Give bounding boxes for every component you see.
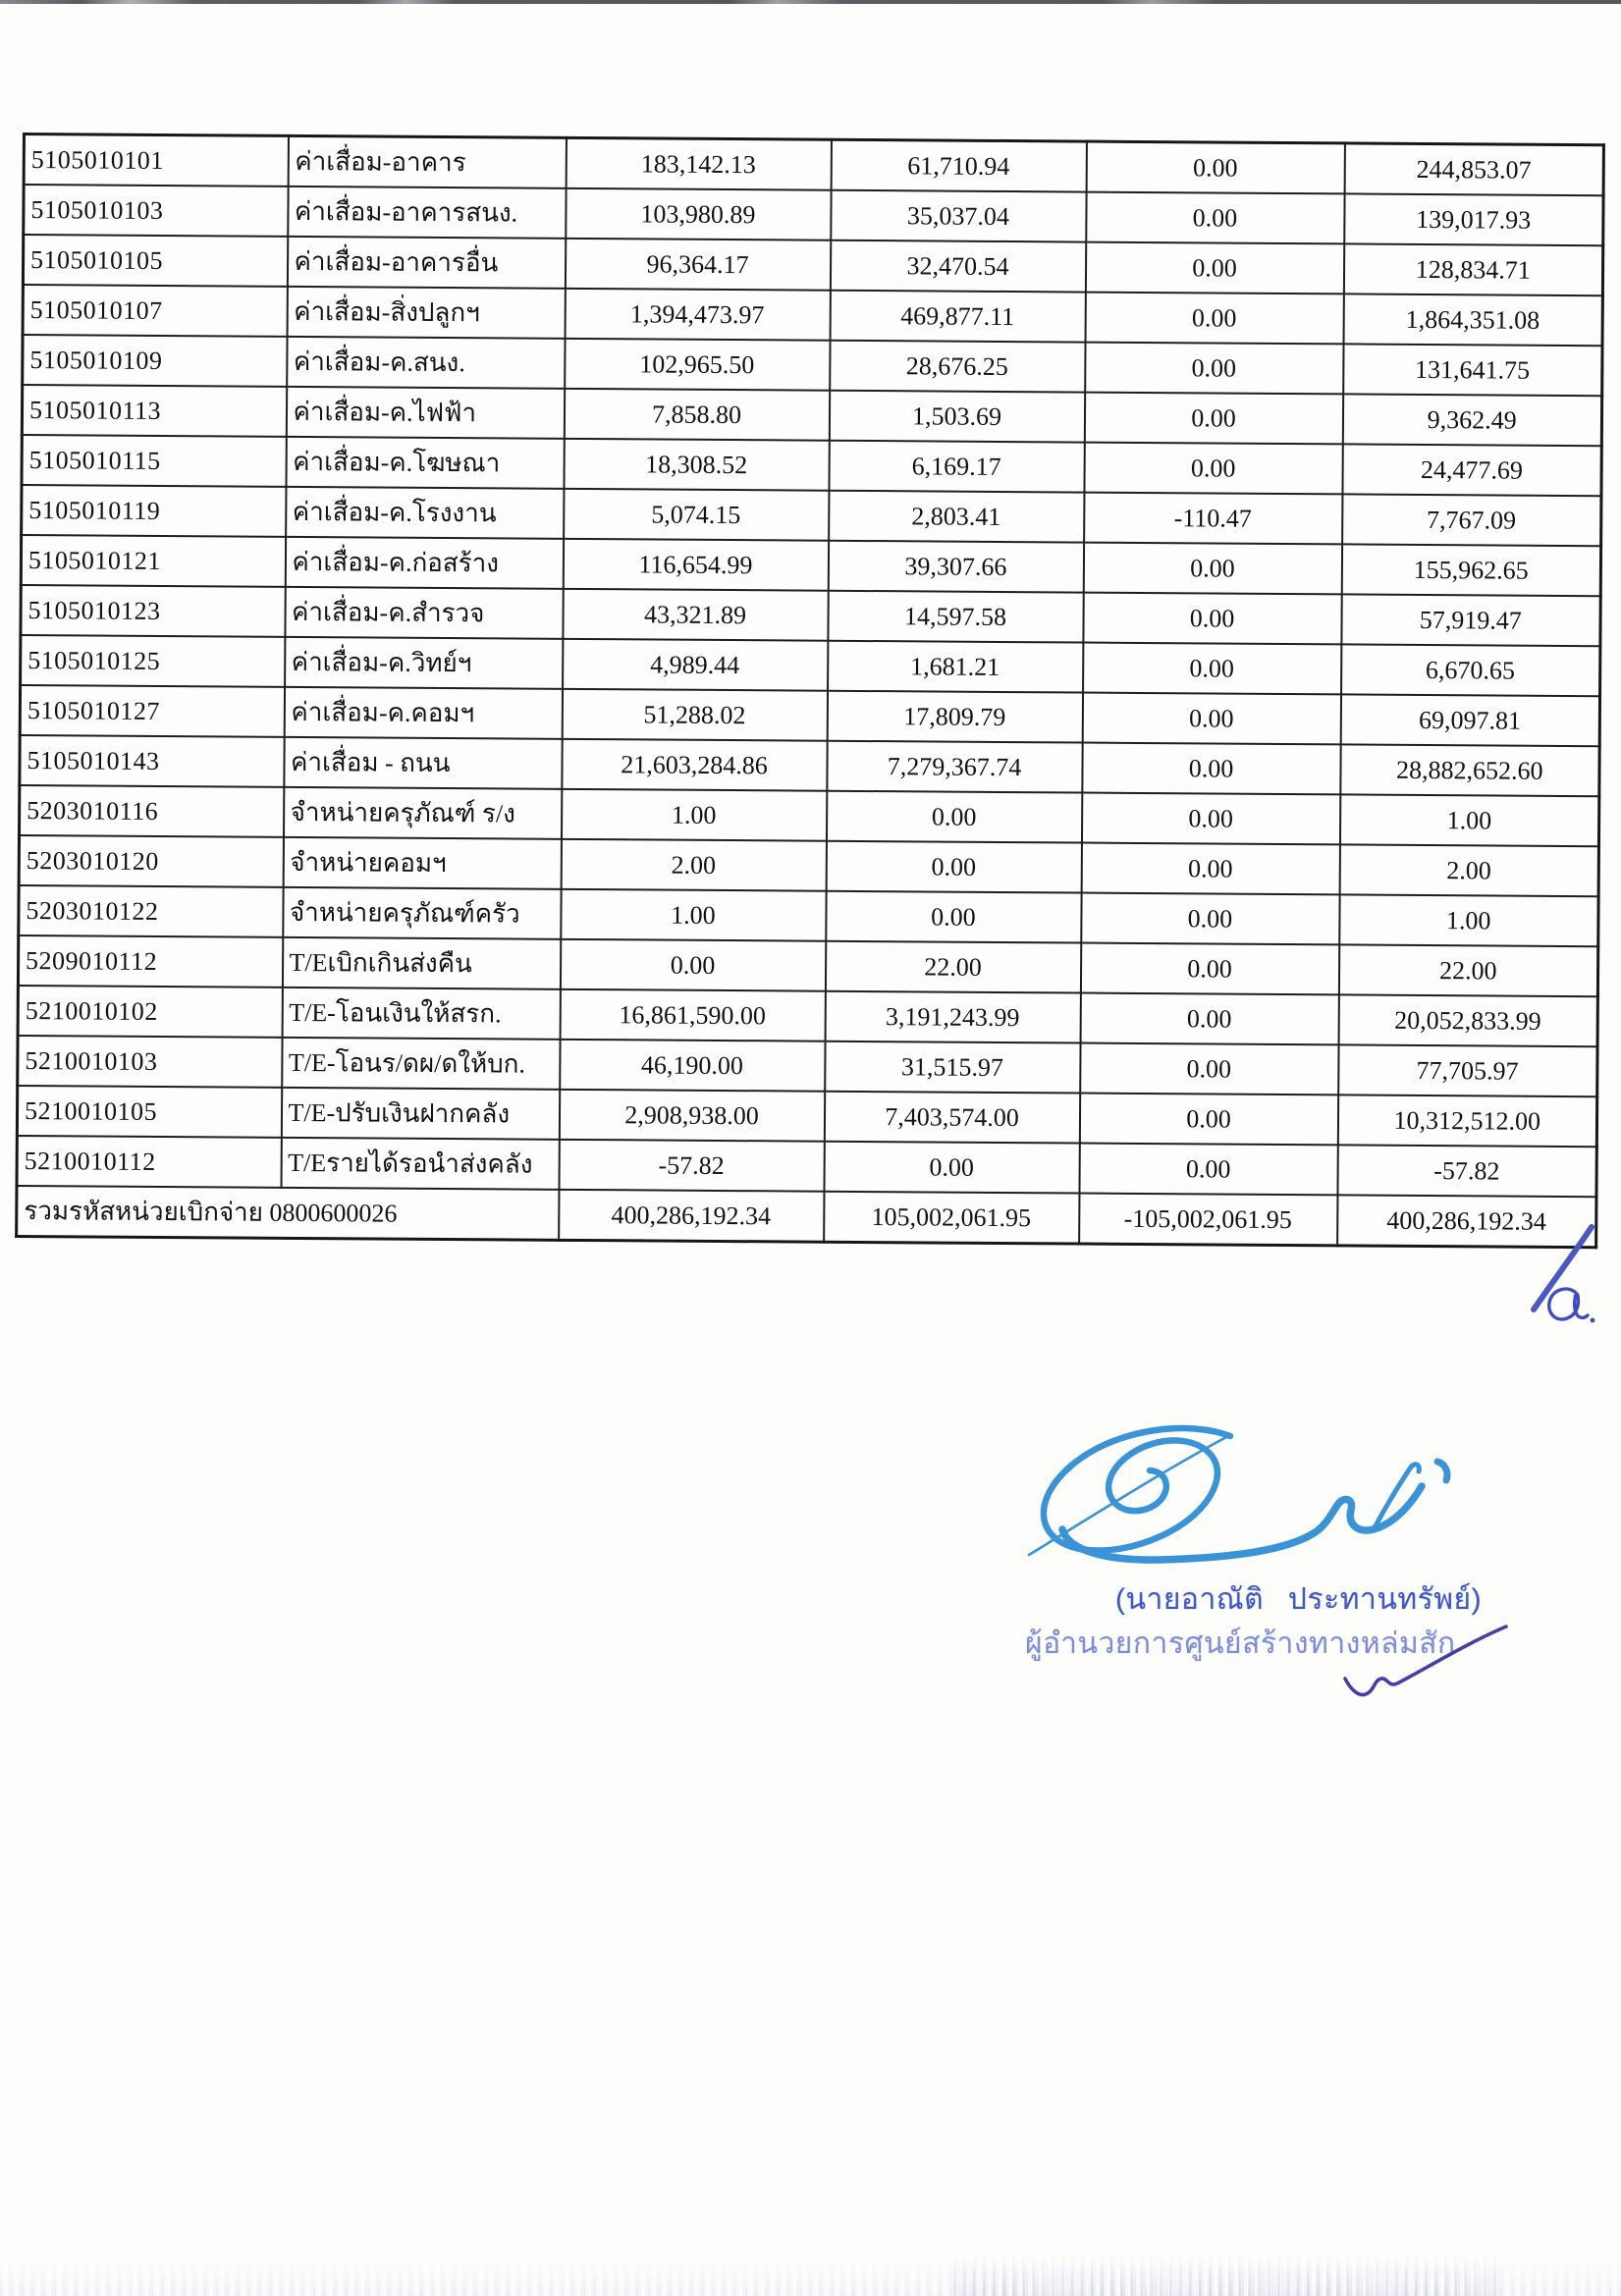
amount-cell: -57.82 [1337,1145,1596,1197]
amount-cell: 0.00 [1086,192,1344,244]
amount-cell: 17,809.79 [827,691,1082,743]
amount-cell: 10,312,512.00 [1337,1095,1596,1147]
account-code-cell: 5105010125 [21,635,285,687]
amount-cell: 7,403,574.00 [824,1092,1079,1144]
account-code-cell: 5209010112 [18,935,282,988]
amount-cell: -110.47 [1084,493,1342,545]
amount-cell: 2,908,938.00 [559,1090,824,1142]
total-label: รวมรหัสหน่วยเบิกจ่าย 0800600026 [17,1186,559,1240]
amount-cell: 7,279,367.74 [827,741,1082,793]
amount-cell: 0.00 [1082,693,1340,745]
account-code-cell: 5210010105 [17,1086,281,1138]
amount-cell: 0.00 [1081,843,1339,895]
amount-cell: 139,017.93 [1344,193,1603,245]
description-cell: T/Eเบิกเกินส่งคืน [282,937,560,989]
account-code-cell: 5105010113 [22,385,286,437]
account-code-cell: 5210010102 [18,986,282,1038]
table-container [15,133,1605,1249]
amount-cell: 1.00 [1339,794,1598,846]
amount-cell: 96,364.17 [565,239,830,291]
amount-cell: 32,470.54 [830,240,1085,293]
signature-ink [1001,1384,1571,1580]
amount-cell: 183,142.13 [566,137,831,189]
description-cell: ค่าเสื่อม-สิ่งปลูกฯ [287,287,565,339]
stamp-signer-name: (นายอาณัติ ประทานทรัพย์) [1115,1583,1483,1616]
amount-cell: 9,362.49 [1342,394,1601,446]
amount-cell: 0.00 [1085,242,1343,294]
amount-cell: 0.00 [826,841,1081,893]
amount-cell: 6,169.17 [829,441,1084,493]
amount-cell: 0.00 [1082,743,1340,795]
description-cell: T/E-โอนเงินให้สรก. [282,988,560,1040]
amount-cell: 155,962.65 [1341,544,1600,596]
amount-cell: 0.00 [1081,893,1339,945]
amount-cell: 244,853.07 [1344,143,1603,195]
account-code-cell: 5105010115 [22,435,286,487]
amount-cell: 69,097.81 [1340,694,1599,746]
description-cell: T/E-ปรับเงินฝากคลัง [281,1088,559,1140]
description-cell: ค่าเสื่อม-อาคารอื่น [287,237,565,289]
account-code-cell: 5105010119 [22,485,286,537]
amount-cell: 103,980.89 [566,188,831,240]
amount-cell: 469,877.11 [830,291,1085,343]
amount-cell: 14,597.58 [828,591,1083,643]
total-amount-cell: 400,286,192.34 [1337,1195,1596,1247]
amount-cell: 0.00 [1083,643,1341,695]
amount-cell: 28,882,652.60 [1340,744,1599,796]
account-code-cell: 5105010127 [20,685,284,737]
scan-artifact-top-edge [0,0,1621,4]
amount-cell: 21,603,284.86 [562,739,827,791]
amount-cell: 1.00 [561,789,826,841]
amount-cell: 0.00 [1080,943,1338,995]
account-code-cell: 5210010112 [17,1136,281,1188]
account-code-cell: 5105010109 [23,335,287,387]
account-code-cell: 5203010120 [19,835,283,887]
amount-cell: 0.00 [826,791,1081,843]
account-code-cell: 5203010116 [20,785,284,837]
amount-cell: 24,477.69 [1342,444,1601,496]
amount-cell: 61,710.94 [831,139,1086,191]
description-cell: T/E-โอนร/ดผ/ดให้บก. [282,1038,560,1090]
amount-cell: 116,654.99 [563,539,828,591]
amount-cell: 131,641.75 [1343,344,1602,396]
description-cell: จำหน่ายคอมฯ [283,837,561,889]
amount-cell: 77,705.97 [1338,1044,1597,1096]
account-code-cell: 5203010122 [19,885,283,937]
amount-cell: 1.00 [1339,894,1598,946]
amount-cell: 3,191,243.99 [825,991,1080,1043]
description-cell: จำหน่ายครุภัณฑ์ ร/ง [283,787,561,839]
total-row [17,1186,1596,1248]
amount-cell: 5,074.15 [564,489,829,541]
amount-cell: 1,394,473.97 [565,289,830,341]
amount-cell: 18,308.52 [564,439,829,491]
description-cell: ค่าเสื่อม-อาคารสนง. [288,187,566,239]
description-cell: จำหน่ายครุภัณฑ์ครัว [283,887,561,939]
amount-cell: 0.00 [1083,543,1341,595]
amount-cell: 0.00 [1083,593,1341,645]
account-code-cell: 5105010107 [23,285,287,337]
scan-artifact-bottom-right [953,2253,1503,2296]
account-code-cell: 5105010123 [21,585,285,637]
amount-cell: 0.00 [824,1142,1079,1194]
amount-cell: 0.00 [826,891,1081,943]
account-code-cell: 5105010143 [20,735,284,787]
amount-cell: 28,676.25 [830,341,1085,393]
amount-cell: 57,919.47 [1341,594,1600,646]
total-amount-cell: 105,002,061.95 [824,1192,1079,1244]
description-cell: ค่าเสื่อม-อาคาร [288,135,566,187]
amount-cell: 7,767.09 [1342,494,1601,546]
pen-check-stroke [1325,1610,1522,1708]
amount-cell: 43,321.89 [563,589,828,641]
account-code-cell: 5105010101 [24,134,288,187]
amount-cell: 1.00 [561,889,826,941]
amount-cell: 4,989.44 [563,639,828,691]
description-cell: ค่าเสื่อม-ค.วิทย์ฯ [285,637,563,689]
account-summary-table [15,133,1605,1249]
amount-cell: 22.00 [1338,944,1597,996]
amount-cell: 6,670.65 [1341,644,1600,696]
table-footer [17,1186,1596,1248]
account-code-cell: 5210010103 [18,1036,282,1088]
amount-cell: 39,307.66 [828,541,1083,593]
amount-cell: 2.00 [561,839,826,891]
total-amount-cell: -105,002,061.95 [1079,1194,1337,1246]
amount-cell: 0.00 [1085,293,1343,345]
table-body [17,134,1603,1198]
amount-cell: 0.00 [560,939,825,991]
description-cell: ค่าเสื่อม-ค.สนง. [287,337,565,389]
amount-cell: 51,288.02 [562,689,827,741]
account-code-cell: 5105010105 [23,235,287,287]
total-amount-cell: 400,286,192.34 [559,1190,824,1242]
amount-cell: 0.00 [1079,1144,1337,1196]
description-cell: ค่าเสื่อม-ค.ไฟฟ้า [286,387,564,439]
amount-cell: 1,503.69 [829,391,1084,443]
amount-cell: 1,864,351.08 [1343,294,1602,346]
amount-cell: 35,037.04 [831,190,1086,242]
description-cell: ค่าเสื่อม-ค.โฆษณา [286,437,564,489]
amount-cell: 2,803.41 [829,491,1084,543]
description-cell: T/Eรายได้รอนำส่งคลัง [281,1138,559,1190]
description-cell: ค่าเสื่อม-ค.โรงงาน [286,487,564,539]
amount-cell: 20,052,833.99 [1338,994,1597,1046]
amount-cell: 0.00 [1079,1094,1337,1146]
amount-cell: 0.00 [1085,343,1343,395]
stamp-signer-title: ผู้อำนวยการศูนย์สร้างทางหล่มสัก [1025,1628,1456,1660]
amount-cell: 16,861,590.00 [560,989,825,1041]
amount-cell: 102,965.50 [565,339,830,391]
amount-cell: 0.00 [1081,793,1339,845]
amount-cell: -57.82 [559,1140,824,1192]
amount-cell: 46,190.00 [560,1040,825,1092]
amount-cell: 31,515.97 [825,1041,1080,1094]
amount-cell: 128,834.71 [1343,243,1602,295]
account-code-cell: 5105010103 [24,185,288,237]
description-cell: ค่าเสื่อม - ถนน [284,737,562,789]
description-cell: ค่าเสื่อม-ค.คอมฯ [284,687,562,739]
amount-cell: 0.00 [1080,1043,1338,1095]
amount-cell: 22.00 [825,941,1080,993]
amount-cell: 0.00 [1086,141,1344,193]
account-code-cell: 5105010121 [21,535,285,587]
description-cell: ค่าเสื่อม-ค.สำรวจ [285,587,563,639]
amount-cell: 0.00 [1084,443,1342,495]
amount-cell: 1,681.21 [828,641,1083,693]
amount-cell: 0.00 [1080,993,1338,1045]
amount-cell: 2.00 [1339,844,1598,896]
amount-cell: 0.00 [1084,393,1342,445]
amount-cell: 7,858.80 [564,389,829,441]
description-cell: ค่าเสื่อม-ค.ก่อสร้าง [285,537,563,589]
